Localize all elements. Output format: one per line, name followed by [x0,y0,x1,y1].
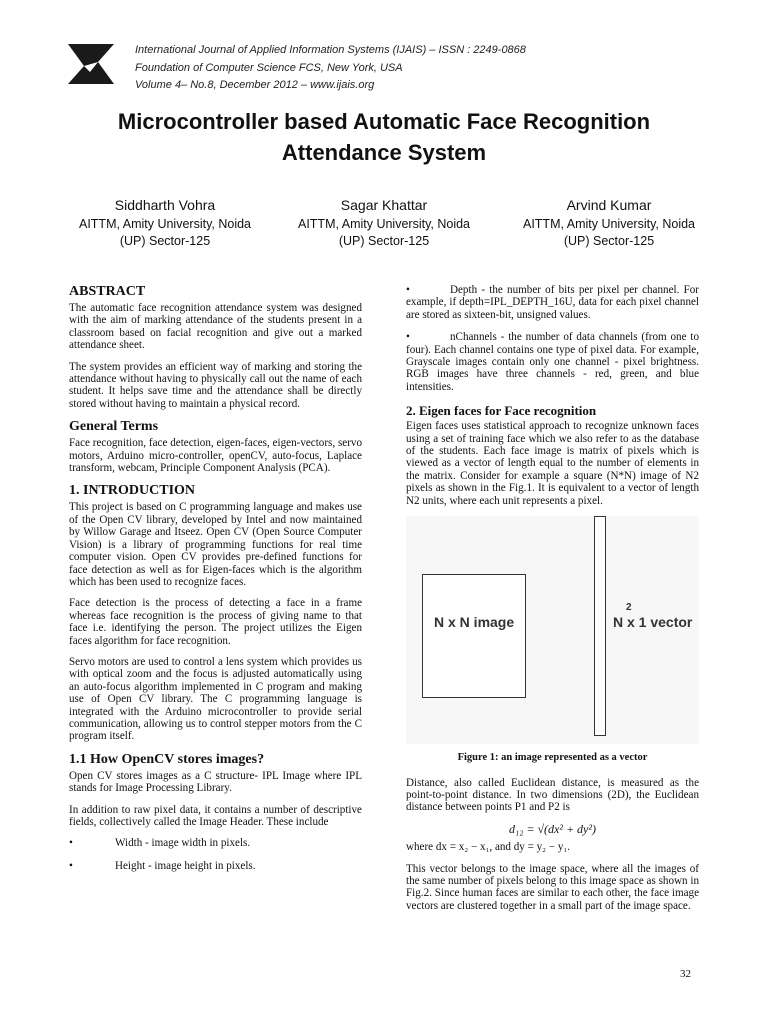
author-block [494,196,724,250]
author-block [50,196,280,250]
eigen-faces-heading: 2. Eigen faces for Face recognition [406,403,597,419]
figure-label-image: N x N image [434,614,515,631]
abstract-heading: ABSTRACT [69,284,146,299]
general-terms-heading: General Terms [69,419,159,435]
bullet-text: Width - image width in pixels. [115,837,251,850]
volume-info: Volume 4– No.8, December 2012 – www.ijais.org [135,79,375,91]
title-line-2: Attendance System [281,140,487,165]
abstract-paragraph: The system provides an efficient way of marking and storing the attendance without having to physically call out the name of each student. It helps save time and the attendance shall be directly stored without having to maintain a physical record. [69,360,362,410]
eigen-paragraph: Eigen faces uses statistical approach to recognize unknown faces using a set of training face which we also refer to as the database of the students. Each face image is matrix of pixels which is viewed as a vector of length equal to the number of elements in the matrix. Consider for example a square (N*N) image of N2 pixels as shown in the Fig.1. It is equivalent to a vector of length N2 units, where each unit represents a pixel. [406,420,699,507]
journal-logo-icon [68,44,114,84]
general-terms-text: Face recognition, face detection, eigen-faces, eigen-vectors, servo motors, Arduino micro-controller, openCV, auto-focus, Laplace transform, webcam, Principle Component Analysis (PCA). [69,437,362,475]
bullet-text: Height - image height in pixels. [115,859,256,872]
left-column [69,284,362,882]
bullet-text: Depth - the number of bits per pixel per channel. For example, if depth=IPL_DEPTH_16U, data for each pixel channel are stored as sixteen-bit, unsigned values. [406,284,699,321]
introduction-heading: 1. INTRODUCTION [69,483,196,499]
bullet-item [406,331,699,393]
figure-1 [406,516,699,744]
subsection-paragraph: In addition to raw pixel data, it contains a number of descriptive fields, collectively called the Image Header. These include [69,803,362,828]
title-line-1: Microcontroller based Automatic Face Recognition [117,109,651,134]
intro-paragraph: This project is based on C programming language and makes use of the Open CV library, developed by Intel and now maintained by Willow Garage and Itseez. Open CV (Open Source Computer Vision) is a library of programming functions for real time computer vision. Open CV provides pre-defined functions for face detection as well as for Eigen-faces which is the algorithm which has been used to recognize faces. [69,501,362,588]
image-matrix-box [422,574,526,698]
intro-paragraph: Face detection is the process of detecting a face in a frame whereas face recognition is the process of giving name to that face i.e. identifying the person. The project utilizes the Eigen faces algorithm for face recognition. [69,597,362,647]
subsection-heading: 1.1 How OpenCV stores images? [69,751,265,767]
right-column [406,284,699,921]
bullet-symbol: • [69,837,73,850]
bullet-item [406,284,699,321]
bullet-item [69,860,362,872]
author-name: Siddharth Vohra [114,197,216,213]
bullet-symbol: • [406,284,410,296]
author-location: (UP) Sector-125 [338,234,430,248]
journal-name: International Journal of Applied Information Systems (IJAIS) – ISSN : 2249-0868 [135,44,526,56]
journal-header [135,42,526,95]
author-affiliation: AITTM, Amity University, Noida [78,217,252,231]
bullet-symbol: • [69,859,73,872]
author-location: (UP) Sector-125 [563,234,655,248]
distance-paragraph: Distance, also called Euclidean distance, is measured as the point-to-point distance. In two dimensions (2D), the Euclidean distance between points P1 and P2 is [406,776,699,814]
figure-superscript: 2 [626,602,632,614]
author-name: Arvind Kumar [566,197,652,213]
bullet-symbol: • [406,331,410,344]
publisher: Foundation of Computer Science FCS, New York, USA [135,61,403,74]
figure-caption: Figure 1: an image represented as a vector [457,752,648,764]
figure-label-vector: N x 1 vector [613,614,693,631]
author-affiliation: AITTM, Amity University, Noida [522,217,696,231]
bullet-item [69,837,362,849]
author-block [269,196,499,250]
abstract-paragraph: The automatic face recognition attendance system was designed with the aim of marking attendance of the students present in a classroom based on facial recognition and give out a marked attendance sheet. [69,302,362,352]
subsection-paragraph: Open CV stores images as a C structure- IPL Image where IPL stands for Image Processing Library. [69,769,362,795]
author-affiliation: AITTM, Amity University, Noida [297,217,471,231]
paper-title [60,106,708,168]
vector-bar [594,516,606,736]
author-location: (UP) Sector-125 [119,234,211,248]
author-name: Sagar Khattar [340,197,428,213]
euclidean-equation: d₁₂ = √(dx² + dy²) [509,821,596,836]
page-number: 32 [680,968,691,980]
bullet-text: nChannels - the number of data channels (from one to four). Each channel contains one type of pixel data. For example, Grayscale images contain only one channel - pixel brightness. RGB images have three channels - red, green, and blue intensities. [406,331,699,393]
intro-paragraph: Servo motors are used to control a lens system which provides us with optical zoom and the focus is adjusted automatically using an auto-focus algorithm implemented in C program and making use of Open CV library. The C programming language is integrated with the Arduino microcontroller to provide serial communication, allowing us to control stepper motors from the C program itself. [69,655,362,743]
vector-paragraph: This vector belongs to the image space, where all the images of the same number of pixels belong to this image space as shown in Fig.2. Since human faces are similar to each other, the face image vectors are clustered together in a small part of the image space. [406,862,699,912]
where-text: where dx = x₂ − x₁, and dy = y₂ − y₁. [406,841,571,854]
